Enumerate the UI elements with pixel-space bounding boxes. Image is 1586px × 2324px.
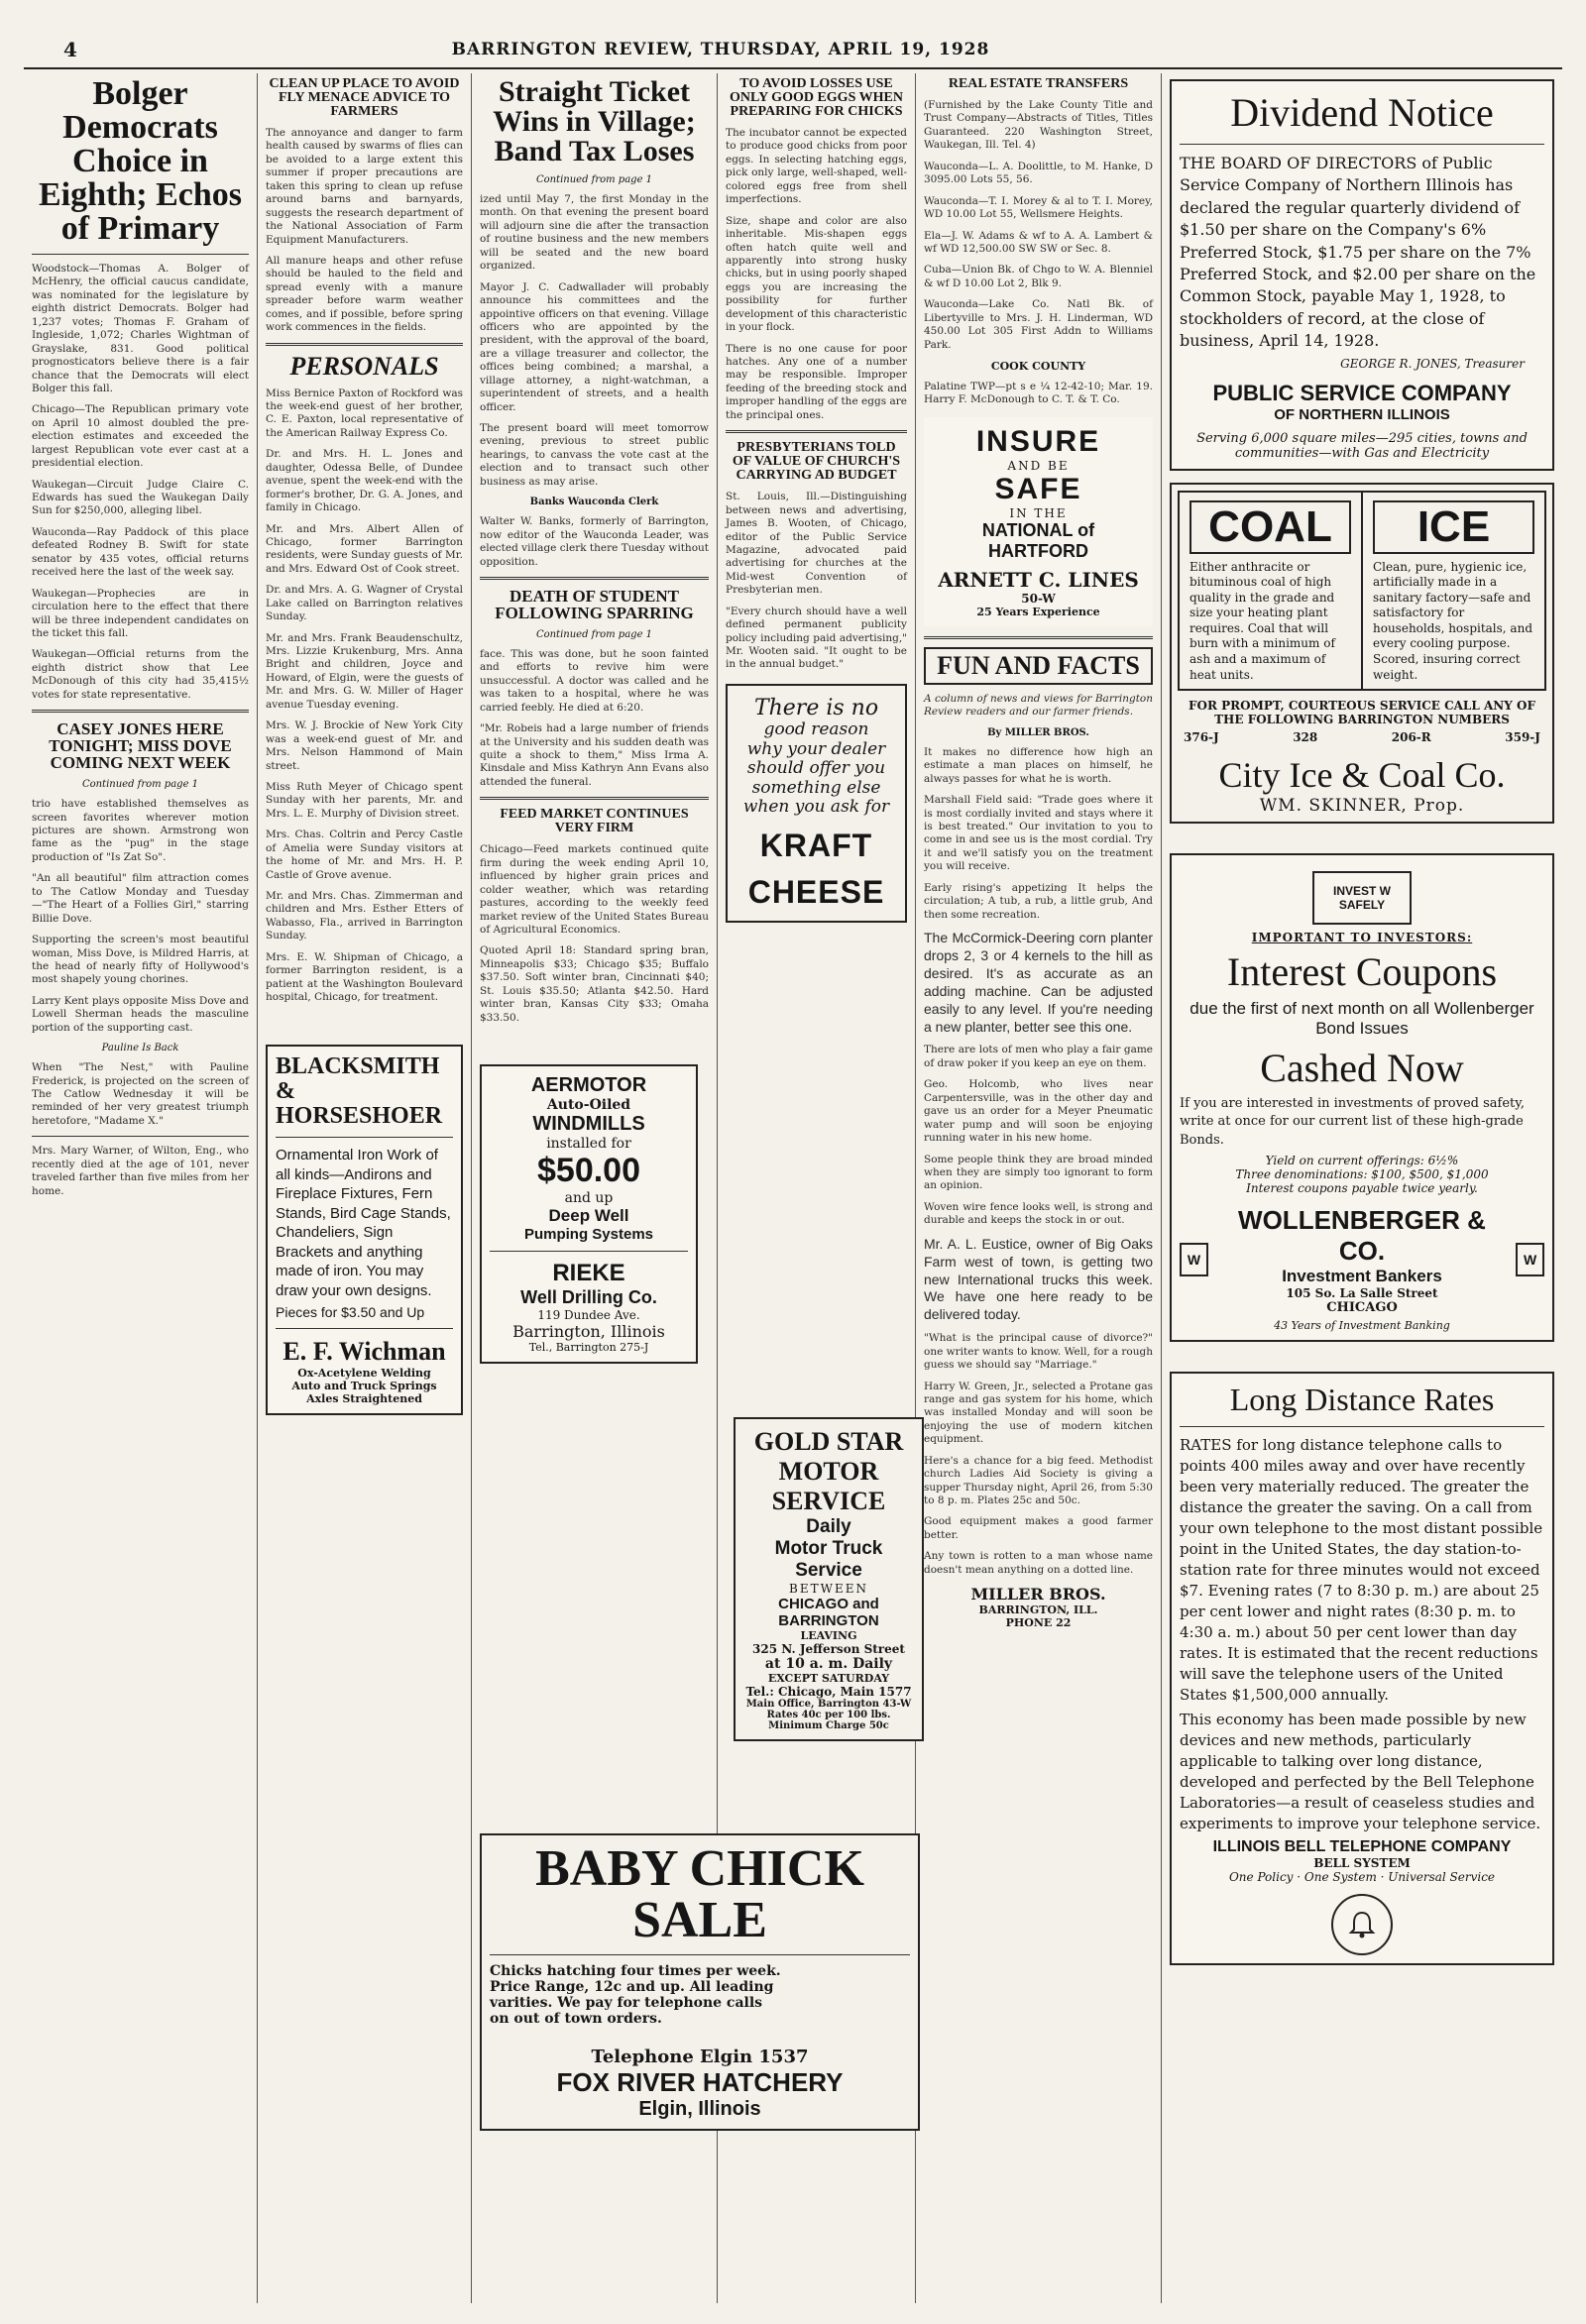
aermotor-line: Pumping Systems bbox=[523, 1226, 654, 1243]
miller-sig: PHONE 22 bbox=[1005, 1616, 1072, 1630]
kraft-line: good reason bbox=[763, 719, 869, 740]
baby-chick-body: Price Range, 12c and up. All leading bbox=[490, 1979, 774, 1995]
gold-star-line: LEAVING bbox=[800, 1629, 857, 1642]
gold-star-line: Minimum Charge 50c bbox=[768, 1720, 889, 1731]
invest-safely-emblem: INVEST W SAFELY bbox=[1312, 871, 1412, 925]
headline-casey-jones: CASEY JONES HERE TONIGHT; MISS DOVE COMING NEXT WEEK bbox=[49, 719, 232, 773]
fun-item: It makes no difference how high an estimate a man places on himself, he always passes for what he is worth. bbox=[924, 745, 1153, 785]
aermotor-line: Deep Well bbox=[548, 1206, 629, 1225]
phone-number: 328 bbox=[1293, 730, 1318, 745]
bell-icon bbox=[1331, 1894, 1393, 1955]
gold-star-line: Rates 40c per 100 lbs. bbox=[766, 1710, 891, 1720]
divider bbox=[1180, 144, 1544, 145]
aermotor-price: $50.00 bbox=[537, 1152, 640, 1189]
article-paragraph: trio have established themselves as screen favorites wherever motion pictures are shown. Armstrong won fame as the "pug" in the stage production of "Is Zat So". bbox=[32, 798, 249, 863]
headline-death-of-student: DEATH OF STUDENT FOLLOWING SPARRING bbox=[495, 586, 694, 622]
wollenberger-denoms: Three denominations: $100, $500, $1,000 bbox=[1235, 1166, 1489, 1181]
miller-sig: MILLER BROS. bbox=[970, 1585, 1106, 1605]
subhead: COOK COUNTY bbox=[990, 360, 1086, 373]
wollenberger-kicker: IMPORTANT TO INVESTORS: bbox=[1251, 931, 1473, 945]
long-distance-body: This economy has been made possible by new devices and new methods, particularly applicable to talking over long distance, developed and perfected by the Bell Telephone Laboratories—a result of ceaseless studies and experiments to improve your telephone service. bbox=[1180, 1710, 1541, 1832]
subhead: Banks Wauconda Clerk bbox=[529, 497, 659, 508]
personal-item: Miss Ruth Meyer of Chicago spent Sunday with her parents, Mr. and Mrs. L. E. Murphy of Division street. bbox=[266, 780, 463, 820]
wollenberger-name2: Investment Bankers bbox=[1282, 1266, 1442, 1285]
divider bbox=[276, 1328, 453, 1329]
gold-star-line: 325 N. Jefferson Street bbox=[752, 1642, 905, 1656]
aermotor-title: AERMOTOR bbox=[530, 1074, 647, 1096]
article-paragraph: Supporting the screen's most beautiful woman, Miss Dove, is Mildred Harris, at the head of nearly fifty of Hollywood's most shapely young chorines. bbox=[32, 934, 249, 986]
blacksmith-tag: Axles Straightened bbox=[306, 1392, 422, 1406]
article-paragraph: Mrs. Mary Warner, of Wilton, Eng., who recently died at the age of 101, never traveled farther than five miles from her home. bbox=[32, 1145, 249, 1197]
dividend-signature: GEORGE R. JONES, Treasurer bbox=[1340, 356, 1525, 371]
city-ice-name: City Ice & Coal Co. bbox=[1218, 755, 1506, 796]
gold-star-line: CHICAGO and bbox=[778, 1596, 879, 1612]
insure-line: AND BE bbox=[1007, 458, 1070, 473]
transfer-item: Ela—J. W. Adams & wf to A. A. Lambert & wf WD 12,500.00 SW SW or Sec. 8. bbox=[924, 229, 1153, 255]
gold-star-line: EXCEPT SATURDAY bbox=[767, 1672, 890, 1685]
coal-panel bbox=[1180, 493, 1363, 690]
fun-item: Good equipment makes a good farmer better. bbox=[924, 1515, 1153, 1541]
article-paragraph: Waukegan—Official returns from the eighth district show that Lee McDonough of this city had 35,415½ votes for state representative. bbox=[32, 648, 249, 701]
headline-real-estate: REAL ESTATE TRANSFERS bbox=[948, 76, 1129, 91]
continued-note: Continued from page 1 bbox=[81, 779, 199, 791]
column-6 bbox=[1162, 73, 1562, 2303]
headline-personals: PERSONALS bbox=[289, 351, 439, 381]
column-2 bbox=[258, 73, 472, 2303]
coal-ice-panels bbox=[1178, 491, 1546, 692]
phone-number: 376-J bbox=[1184, 730, 1219, 745]
gold-star-line: Service bbox=[795, 1560, 862, 1581]
aermotor-line: Auto-Oiled bbox=[546, 1097, 631, 1113]
wollenberger-address: 105 So. La Salle Street bbox=[1286, 1285, 1438, 1300]
gold-star-line: Daily bbox=[806, 1516, 851, 1537]
wollenberger-payable: Interest coupons payable twice yearly. bbox=[1246, 1180, 1478, 1195]
gold-star-line: GOLD STAR bbox=[753, 1427, 904, 1456]
article-paragraph: "Every church should have a well defined permanent publicity policy including paid advertising," Mr. Wooten said. "It ought to be in the annual budget." bbox=[726, 605, 907, 671]
headline-bolger: Bolger Democrats Choice in Eighth; Echos of Primary bbox=[39, 75, 242, 247]
blacksmith-tag: Ox-Acetylene Welding bbox=[297, 1367, 431, 1381]
rieke-address: 119 Dundee Ave. bbox=[537, 1308, 640, 1322]
personal-item: Mr. and Mrs. Frank Beaudenschultz, Mrs. Lizzie Krukenburg, Mrs. Anna Bright and children, Joyce and Howard, of Elgin, were the guests of Mr. and Mrs. G. W. Miller of Hager avenue Tuesday evening. bbox=[266, 631, 463, 711]
transfer-item: Palatine TWP—pt s e ¼ 12-42-10; Mar. 19. Harry F. McDonough to C. T. & T. Co. bbox=[924, 381, 1153, 406]
insure-line: SAFE bbox=[994, 472, 1082, 505]
insure-line: INSURE bbox=[975, 424, 1101, 458]
fun-item: Early rising's appetizing It helps the circulation; A tub, a rub, a little grub, And then some recreation. bbox=[924, 881, 1153, 921]
blacksmith-ad bbox=[266, 1045, 463, 1416]
masthead-title: BARRINGTON REVIEW, THURSDAY, APRIL 19, 1928 bbox=[451, 40, 990, 59]
article-paragraph: Size, shape and color are also inheritable. Mis-shapen eggs often hatch quite well and apparently into strong husky chicks, but in using poorly shaped eggs you are increasing the possibility for further development of this characteristic in your flock. bbox=[726, 214, 907, 334]
baby-chick-phone: Telephone Elgin 1537 bbox=[591, 2047, 809, 2067]
long-distance-body: RATES for long distance telephone calls to points 400 miles away and over have recently been very materially reduced. The greater the distance the greater the saving. On a call from your own telephone to the most distant possible point in the United States, the day station-to-station rate for three minutes would not exceed $7. Evening rates (7 to 8:30 p. m.) are about 25 per cent lower and night rates (8:30 p. m. to 4:30 a. m.) about 50 per cent lower than day rates. It is estimated that the recent reductions will save the telephone users of the United States $1,500,000 annually. bbox=[1180, 1435, 1543, 1704]
divider bbox=[480, 797, 709, 800]
fun-byline: By MILLER BROS. bbox=[987, 726, 1089, 738]
gold-star-line: Main Office, Barrington 43-W bbox=[745, 1699, 912, 1710]
ice-heading: ICE bbox=[1373, 500, 1534, 554]
baby-chick-city: Elgin, Illinois bbox=[638, 2098, 761, 2120]
article-paragraph: ized until May 7, the first Monday in the month. On that evening the present board will adjourn sine die after the transaction of routine business and the new members will be seated and the new board organized. bbox=[480, 193, 709, 273]
article-paragraph: Chicago—The Republican primary vote on April 10 almost doubled the pre-election estimates and exceeded the largest Republican vote ever cast at a presidential election. bbox=[32, 403, 249, 470]
personal-item: Mrs. W. J. Brockie of New York City was a week-end guest of Mr. and Mrs. Nelson Hammond of Main street. bbox=[266, 719, 463, 772]
page-number: 4 bbox=[63, 38, 77, 61]
gold-star-line: MOTOR bbox=[778, 1457, 879, 1486]
aermotor-ad bbox=[480, 1064, 698, 1364]
gold-star-ad bbox=[734, 1417, 924, 1741]
fun-item: There are lots of men who play a fair game of draw poker if you keep an eye on them. bbox=[924, 1044, 1153, 1069]
fun-item: Harry W. Green, Jr., selected a Protane gas range and gas system for his home, which was installed Monday and will soon be enjoying the use of modern kitchen equipment. bbox=[924, 1380, 1153, 1446]
psco-name2: OF NORTHERN ILLINOIS bbox=[1274, 405, 1450, 423]
transfer-item: Wauconda—L. A. Doolittle, to M. Hanke, D 3095.00 Lots 55, 56. bbox=[924, 160, 1153, 186]
kraft-line: why your dealer bbox=[746, 738, 886, 759]
kraft-cheese-ad bbox=[726, 684, 907, 923]
wollenberger-city: CHICAGO bbox=[1326, 1299, 1398, 1315]
phone-number: 206-R bbox=[1391, 730, 1431, 745]
article-paragraph: All manure heaps and other refuse should be hauled to the field and spread evenly with a manure spreader before warm weather comes, and if possible, before spring work commences in the fields. bbox=[266, 254, 463, 334]
dividend-title: Dividend Notice bbox=[1230, 90, 1494, 135]
wollenberger-body: If you are interested in investments of proved safety, write at once for our current list of these high-grade Bonds. bbox=[1180, 1096, 1526, 1148]
fun-item: Some people think they are broad minded when they are simply too ignorant to form an opinion. bbox=[924, 1153, 1153, 1192]
gold-star-line: at 10 a. m. Daily bbox=[764, 1656, 893, 1672]
baby-chick-body: varities. We pay for telephone calls bbox=[490, 1995, 763, 2011]
fun-item: Woven wire fence looks well, is strong and durable and keeps the stock in or out. bbox=[924, 1200, 1153, 1227]
baby-chick-name: FOX RIVER HATCHERY bbox=[556, 2067, 844, 2097]
subhead: Pauline Is Back bbox=[101, 1043, 179, 1054]
article-paragraph: When "The Nest," with Pauline Frederick, is projected on the screen of The Catlow Wednesday it will be reminded of her very greatest triumph heretofore, "Madame X." bbox=[32, 1061, 249, 1127]
wollenberger-sub: due the first of next month on all Wollenberger Bond Issues bbox=[1190, 999, 1534, 1039]
headline-fly-menace: CLEAN UP PLACE TO AVOID FLY MENACE ADVICE TO FARMERS bbox=[269, 76, 460, 119]
continued-note: Continued from page 1 bbox=[535, 628, 653, 640]
kraft-brand: CHEESE bbox=[747, 873, 885, 910]
divider bbox=[32, 710, 249, 713]
transfer-item: Wauconda—Lake Co. Natl Bk. of Libertyville to Mrs. J. H. Linderman, WD 450.00 Lot 305 First Addn to Williams Park. bbox=[924, 298, 1153, 351]
wollenberger-name: WOLLENBERGER & CO. bbox=[1238, 1204, 1486, 1266]
insure-line: NATIONAL of bbox=[981, 519, 1095, 540]
article-paragraph: Wauconda—Ray Paddock of this place defeated Rodney B. Swift for state senator by 435 votes, official returns received here the last of the week say. bbox=[32, 525, 249, 579]
fun-item: Here's a chance for a big feed. Methodist church Ladies Aid Society is giving a supper Thursday night, April 26, from 5:30 to 8 p. m. Plates 25c and 50c. bbox=[924, 1454, 1153, 1507]
column-5 bbox=[916, 73, 1162, 2303]
kraft-line: There is no bbox=[753, 695, 879, 720]
article-paragraph: The annoyance and danger to farm health caused by swarms of flies can be avoided to a large extent this summer if proper precautions are taken this spring to clean up refuse around barns and barnyards, suggests the research department of the National Association of Farm Equipment Manufacturers. bbox=[266, 127, 463, 246]
personal-item: Mrs. Chas. Coltrin and Percy Castle of Amelia were Sunday visitors at the home of Mr. and Mrs. H. P. Castle of Grove avenue. bbox=[266, 829, 463, 881]
aermotor-line: and up bbox=[564, 1190, 614, 1206]
blacksmith-name: E. F. Wichman bbox=[283, 1337, 446, 1367]
divider bbox=[32, 254, 249, 255]
miller-sig: BARRINGTON, ILL. bbox=[978, 1604, 1098, 1617]
wollenberger-years: 43 Years of Investment Banking bbox=[1274, 1318, 1450, 1332]
city-ice-prop: WM. SKINNER, Prop. bbox=[1259, 796, 1465, 817]
w-badge-icon: W bbox=[1516, 1243, 1544, 1276]
fun-item: The McCormick-Deering corn planter drops 2, 3 or 4 kernels to the hill as desired. It's as accurate as an adding machine. Can be adjusted easily to any level. If you're needing a new planter, better see this one. bbox=[924, 930, 1153, 1035]
ice-panel bbox=[1363, 493, 1544, 690]
column-1 bbox=[24, 73, 258, 2303]
baby-chick-body: on out of town orders. bbox=[490, 2011, 662, 2027]
psco-name: PUBLIC SERVICE COMPANY bbox=[1212, 380, 1512, 405]
fun-sub: A column of news and views for Barrington Review readers and our farmer friends. bbox=[924, 692, 1153, 719]
blacksmith-body: Ornamental Iron Work of all kinds—Andirons and Fireplace Fixtures, Fern Stands, Bird Cage Stands, Chandeliers, Sign Brackets and anything made of iron. You may draw your own designs. bbox=[276, 1147, 451, 1299]
fun-item: Geo. Holcomb, who lives near Carpentersville, was in the other day and gave us an order for a Meyer Pneumatic water pump and will soon be enjoying running water in his new home. bbox=[924, 1078, 1153, 1145]
dividend-notice-ad bbox=[1170, 79, 1554, 471]
gold-star-line: Tel.: Chicago, Main 1577 bbox=[745, 1685, 912, 1699]
article-paragraph: Waukegan—Circuit Judge Claire C. Edwards has sued the Waukegan Daily Sun for $250,000, alleging libel. bbox=[32, 478, 249, 517]
divider bbox=[480, 577, 709, 580]
headline-feed-market: FEED MARKET CONTINUES VERY FIRM bbox=[500, 807, 689, 836]
aermotor-line: WINDMILLS bbox=[532, 1113, 645, 1135]
gold-star-line: BARRINGTON bbox=[778, 1612, 879, 1629]
baby-chick-body: Chicks hatching four times per week. bbox=[490, 1963, 781, 1979]
bell-name: ILLINOIS BELL TELEPHONE COMPANY bbox=[1212, 1837, 1512, 1855]
article-paragraph: Waukegan—Prophecies are in circulation here to the effect that there will be three independent candidates on the ticket this fall. bbox=[32, 587, 249, 639]
headline-good-eggs: TO AVOID LOSSES USE ONLY GOOD EGGS WHEN PREPARING FOR CHICKS bbox=[730, 76, 903, 119]
kraft-brand: KRAFT bbox=[759, 827, 873, 863]
article-paragraph: "An all beautiful" film attraction comes to The Catlow Monday and Tuesday—"The Heart of a Follies Girl," starring Billie Dove. bbox=[32, 872, 249, 925]
fun-item: "What is the principal cause of divorce?" one writer wants to know. Well, for a rough guess we should say "Marriage." bbox=[924, 1332, 1153, 1372]
personal-item: Mr. and Mrs. Albert Allen of Chicago, former Barrington residents, were Sunday guests of Mr. and Mrs. Edward Ost of Cook street. bbox=[266, 522, 463, 575]
bell-slogan: One Policy · One System · Universal Service bbox=[1228, 1869, 1496, 1884]
article-paragraph: Chicago—Feed markets continued quite firm during the week ending April 10, influenced by higher grain prices and colder weather, which was retarding pastures, according to the weekly feed market review of the United States Bureau of Agricultural Economics. bbox=[480, 843, 709, 936]
article-paragraph: Quoted April 18: Standard spring bran, Minneapolis $33; Chicago $35; Buffalo $37.50. Soft winter bran, Cincinnati $40; St. Louis $35.50; Atlanta $42.50. Hard winter bran, Kansas City $33; Omaha $33.50. bbox=[480, 944, 709, 1024]
divider bbox=[924, 636, 1153, 639]
rieke-name: RIEKE bbox=[552, 1260, 625, 1286]
insure-phone: 50-W bbox=[1021, 591, 1056, 606]
divider bbox=[266, 343, 463, 346]
personal-item: Dr. and Mrs. H. L. Jones and daughter, Odessa Belle, of Dundee avenue, spent the week-end with the former's brother, Dr. G. A. Jones, and family in Chicago. bbox=[266, 448, 463, 514]
rieke-tel: Tel., Barrington 275-J bbox=[528, 1341, 649, 1354]
wollenberger-name-block bbox=[1218, 1205, 1506, 1315]
insure-line: IN THE bbox=[1009, 505, 1068, 520]
wollenberger-ad bbox=[1170, 853, 1554, 1342]
rieke-city: Barrington, Illinois bbox=[512, 1322, 665, 1341]
insure-line: HARTFORD bbox=[988, 540, 1088, 561]
wollenberger-yield: Yield on current offerings: 6½% bbox=[1265, 1153, 1459, 1167]
article-paragraph: The present board will meet tomorrow evening, previous to street public hearings, to canvass the vote cast at the election and to transact such other business as may arise. bbox=[480, 422, 709, 488]
insurance-ad bbox=[924, 417, 1153, 626]
long-distance-title: Long Distance Rates bbox=[1229, 1381, 1495, 1417]
aermotor-line: installed for bbox=[546, 1136, 631, 1152]
city-ice-coal-ad bbox=[1170, 483, 1554, 825]
bell-glyph-icon bbox=[1346, 1909, 1378, 1940]
coal-phone-numbers bbox=[1178, 726, 1546, 748]
insure-exp: 25 Years Experience bbox=[976, 605, 1100, 618]
divider bbox=[1180, 1426, 1544, 1427]
coal-call-line: FOR PROMPT, COURTEOUS SERVICE CALL ANY OF THE FOLLOWING BARRINGTON NUMBERS bbox=[1189, 699, 1535, 727]
psco-tagline: Serving 6,000 square miles—295 cities, towns and communities—with Gas and Electricity bbox=[1196, 430, 1528, 461]
article-paragraph: There is no one cause for poor hatches. Any one of a number may be responsible. Improper feeding of the breeding stock and improper handling of the eggs are the principal ones. bbox=[726, 342, 907, 421]
divider bbox=[726, 430, 907, 433]
coal-text: Either anthracite or bituminous coal of high quality in the grade and size your heating plant requires. Coal that will burn with a minimum of ash and a maximum of heat units. bbox=[1190, 559, 1335, 682]
headline-fun-and-facts: FUN AND FACTS bbox=[924, 647, 1153, 685]
divider bbox=[32, 1136, 249, 1137]
bell-system: BELL SYSTEM bbox=[1313, 1855, 1411, 1870]
coal-heading: COAL bbox=[1190, 500, 1351, 554]
personal-item: Miss Bernice Paxton of Rockford was the week-end guest of her brother, C. E. Paxton, local representative of the American Railway Express Co. bbox=[266, 387, 463, 439]
ice-text: Clean, pure, hygienic ice, artificially made in a sanitary factory—safe and satisfactory for households, hospitals, and every cooling purpose. Scored, insuring correct weight. bbox=[1373, 559, 1532, 682]
transfer-item: Cuba—Union Bk. of Chgo to W. A. Blenniel & wf D 10.00 Lot 2, Blk 9. bbox=[924, 264, 1153, 289]
kraft-line: when you ask for bbox=[742, 797, 890, 818]
personal-item: Mrs. E. W. Shipman of Chicago, a former Barrington resident, is a patient at the Washington Boulevard hospital, Chicago, for treatment. bbox=[266, 950, 463, 1004]
baby-chick-ad bbox=[480, 1833, 920, 2131]
masthead bbox=[24, 22, 1562, 69]
transfer-item: Wauconda—T. I. Morey & al to T. I. Morey, WD 10.00 Lot 55, Wellsmere Heights. bbox=[924, 194, 1153, 221]
kraft-line: should offer you bbox=[746, 758, 886, 779]
wollenberger-footer bbox=[1180, 1205, 1544, 1315]
personal-item: Dr. and Mrs. A. G. Wagner of Crystal Lake called on Barrington relatives Sunday. bbox=[266, 584, 463, 623]
blacksmith-tag: Auto and Truck Springs bbox=[291, 1380, 437, 1393]
kraft-line: something else bbox=[751, 777, 881, 798]
divider bbox=[490, 1954, 910, 1955]
headline-presbyterians: PRESBYTERIANS TOLD OF VALUE OF CHURCH'S CARRYING AD BUDGET bbox=[732, 440, 901, 484]
article-paragraph: "Mr. Robeis had a large number of friends at the University and his sudden death was quite a shock to them," Miss Irma A. Kinsdale and Miss Kathryn Ann Evans also attended the funeral. bbox=[480, 722, 709, 788]
divider bbox=[276, 1137, 453, 1138]
wollenberger-title: Interest Coupons bbox=[1226, 949, 1498, 995]
article-paragraph: Larry Kent plays opposite Miss Dove and Lowell Sherman heads the masculine portion of the supporting cast. bbox=[32, 994, 249, 1034]
fun-item: Any town is rotten to a man whose name doesn't mean anything on a dotted line. bbox=[924, 1550, 1153, 1576]
rieke-name2: Well Drilling Co. bbox=[520, 1287, 657, 1307]
blacksmith-price: Pieces for $3.50 and Up bbox=[276, 1304, 425, 1321]
fun-item: Mr. A. L. Eustice, owner of Big Oaks Farm west of town, is getting two new International trucks this week. We have one here ready to be delivered today. bbox=[924, 1235, 1153, 1323]
long-distance-ad bbox=[1170, 1372, 1554, 1965]
divider bbox=[490, 1251, 688, 1252]
headline-straight-ticket: Straight Ticket Wins in Village; Band Tax Loses bbox=[493, 75, 696, 167]
blacksmith-title: BLACKSMITH & HORSESHOER bbox=[276, 1052, 443, 1129]
w-badge-icon: W bbox=[1180, 1243, 1208, 1276]
personal-item: Mr. and Mrs. Chas. Zimmerman and children and Mrs. Esther Etters of Wabasso, Fla., arrived in Barrington Sunday. bbox=[266, 890, 463, 942]
article-paragraph: (Furnished by the Lake County Title and Trust Company—Abstracts of Titles, Titles Guaranteed. 220 Washington Street, Waukegan, Ill. Tel. 4) bbox=[924, 99, 1153, 152]
gold-star-line: SERVICE bbox=[771, 1487, 886, 1515]
gold-star-line: BETWEEN bbox=[789, 1582, 868, 1596]
phone-number: 359-J bbox=[1505, 730, 1540, 745]
fun-item: Marshall Field said: "Trade goes where it is most cordially invited and stays where it is best treated." Our invitation to you to come in and see us is the most cordial. Try it and we'll satisfy you on the treatment you will receive. bbox=[924, 794, 1153, 873]
wollenberger-cashed: Cashed Now bbox=[1260, 1046, 1464, 1091]
gold-star-line: Motor Truck bbox=[774, 1538, 883, 1559]
article-paragraph: Mayor J. C. Cadwallader will probably announce his committees and the appointive officers on that evening. Village officers who are appointed by the president, with the approval of the board, are a village treasurer and collector, the offices being combined; a marshal, a village attorney, a night-watchman, a superintendent of streets, and a health officer. bbox=[480, 280, 709, 413]
baby-chick-title: BABY CHICK SALE bbox=[535, 1840, 864, 1948]
article-paragraph: The incubator cannot be expected to produce good chicks from poor eggs. In selecting hatching eggs, pick only large, well-shaped, well-colored eggs free from shell imperfections. bbox=[726, 127, 907, 206]
dividend-body: THE BOARD OF DIRECTORS of Public Service Company of Northern Illinois has declared the regular quarterly dividend of $1.50 per share on the Company's 6% Preferred Stock, $1.75 per share on the 7% Preferred Stock, and $2.00 per share on the Common Stock, payable May 1, 1928, to stockholders of record, at the close of business, April 14, 1928. bbox=[1180, 154, 1536, 351]
continued-note: Continued from page 1 bbox=[535, 174, 653, 185]
article-paragraph: Woodstock—Thomas A. Bolger of McHenry, the official caucus candidate, was nominated for the legislature by eighth district Democrats. Bolger had 1,237 votes; Thomas F. Graham of Ingleside, 1,072; Charles Wightman of Grayslake, 831. Good political prognosticators believe there is a fair chance that the Democrats will elect Bolger this fall. bbox=[32, 263, 249, 394]
article-paragraph: Walter W. Banks, formerly of Barrington, now editor of the Wauconda Leader, was elected village clerk there Tuesday without opposition. bbox=[480, 515, 709, 568]
article-paragraph: face. This was done, but he soon fainted and efforts to revive him were unsuccessful. A doctor was called and he was taken to a hospital, where he was carried feebly. He died at 6:20. bbox=[480, 647, 709, 714]
article-paragraph: St. Louis, Ill.—Distinguishing between news and advertising, James B. Wooten, of Chicago, editor of the Public Service Magazine, advocated paid advertising for churches at the Mid-west Convention of Presbyterian men. bbox=[726, 491, 907, 597]
insure-agent: ARNETT C. LINES bbox=[938, 567, 1139, 592]
